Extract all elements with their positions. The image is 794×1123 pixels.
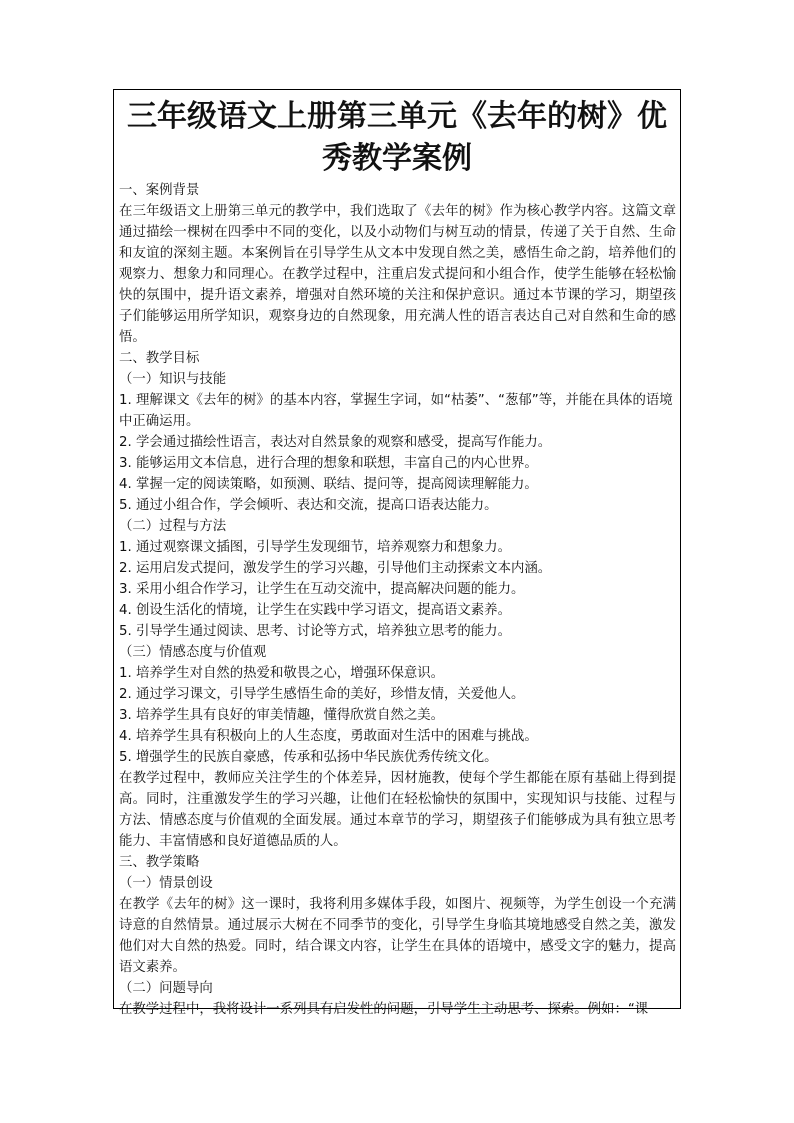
document-body: [114, 180, 680, 1020]
sub-heading-questions: （二）问题导向: [119, 981, 213, 996]
sub-heading-process-methods: （二）过程与方法: [119, 519, 227, 534]
list-item: 5. 引导学生通过阅读、思考、讨论等方式，培养独立思考的能力。: [119, 624, 511, 639]
list-item: 2. 学会通过描绘性语言，表达对自然景象的观察和感受，提高写作能力。: [119, 435, 552, 450]
list-item: 1. 培养学生对自然的热爱和敬畏之心，增强环保意识。: [119, 666, 445, 681]
list-item: 4. 培养学生具有积极向上的人生态度，勇敢面对生活中的困难与挑战。: [119, 729, 538, 744]
paragraph-objectives-summary: 在教学过程中，教师应关注学生的个体差异，因材施教，使每个学生都能在原有基础上得到提高。同时，注重激发学生的学习兴趣，让他们在轻松愉快的氛围中，实现知识与技能、过程与方法、情感态度与价值观的全面发展。通过本章节的学习，期望孩子们能够成为具有独立思考能力、丰富情感和良好道德品质的人。: [119, 771, 676, 849]
list-item: 3. 能够运用文本信息，进行合理的想象和联想，丰富自己的内心世界。: [119, 456, 538, 471]
list-item: 2. 通过学习课文，引导学生感悟生命的美好，珍惜友情，关爱他人。: [119, 687, 525, 702]
list-item: 3. 培养学生具有良好的审美情趣，懂得欣赏自然之美。: [119, 708, 445, 723]
sub-heading-emotions-values: （三）情感态度与价值观: [119, 645, 267, 660]
list-item: 2. 运用启发式提问，激发学生的学习兴趣，引导他们主动探索文本内涵。: [119, 561, 552, 576]
section-heading-strategies: 三、教学策略: [119, 855, 200, 870]
sub-heading-scenario: （一）情景创设: [119, 876, 213, 891]
list-item: 5. 增强学生的民族自豪感，传承和弘扬中华民族优秀传统文化。: [119, 750, 498, 765]
paragraph-questions: 在教学过程中，我将设计一系列具有启发性的问题，引导学生主动思考、探索。例如：“课: [119, 1002, 649, 1017]
paragraph-scenario: 在教学《去年的树》这一课时，我将利用多媒体手段，如图片、视频等，为学生创设一个充满诗意的自然情景。通过展示大树在不同季节的变化，引导学生身临其境地感受自然之美，激发他们对大自然的热爱。同时，结合课文内容，让学生在具体的语境中，感受文字的魅力，提高语文素养。: [119, 897, 676, 975]
list-item: 3. 采用小组合作学习，让学生在互动交流中，提高解决问题的能力。: [119, 582, 525, 597]
list-item: 1. 通过观察课文插图，引导学生发现细节，培养观察力和想象力。: [119, 540, 511, 555]
paragraph-background: 在三年级语文上册第三单元的教学中，我们选取了《去年的树》作为核心教学内容。这篇文章通过描绘一棵树在四季中不同的变化，以及小动物们与树互动的情景，传递了关于自然、生命和友谊的深刻主题。本案例旨在引导学生从文本中发现自然之美，感悟生命之韵，培养他们的观察力、想象力和同理心。在教学过程中，注重启发式提问和小组合作，使学生能够在轻松愉快的氛围中，提升语文素养，增强对自然环境的关注和保护意识。通过本节课的学习，期望孩子们能够运用所学知识，观察身边的自然现象，用充满人性的语言表达自己对自然和生命的感悟。: [119, 204, 676, 345]
document-title: 三年级语文上册第三单元《去年的树》优秀教学案例: [127, 99, 667, 176]
list-item: 1. 理解课文《去年的树》的基本内容，掌握生字词，如“枯萎”、“葱郁”等，并能在具体的语境中正确运用。: [119, 393, 673, 429]
list-item: 4. 创设生活化的情境，让学生在实践中学习语文，提高语文素养。: [119, 603, 511, 618]
list-item: 5. 通过小组合作，学会倾听、表达和交流，提高口语表达能力。: [119, 498, 498, 513]
section-heading-objectives: 二、教学目标: [119, 351, 200, 366]
sub-heading-knowledge-skills: （一）知识与技能: [119, 372, 227, 387]
section-heading-background: 一、案例背景: [119, 183, 200, 198]
list-item: 4. 掌握一定的阅读策略，如预测、联结、提问等，提高阅读理解能力。: [119, 477, 538, 492]
document-frame: [113, 89, 681, 1017]
